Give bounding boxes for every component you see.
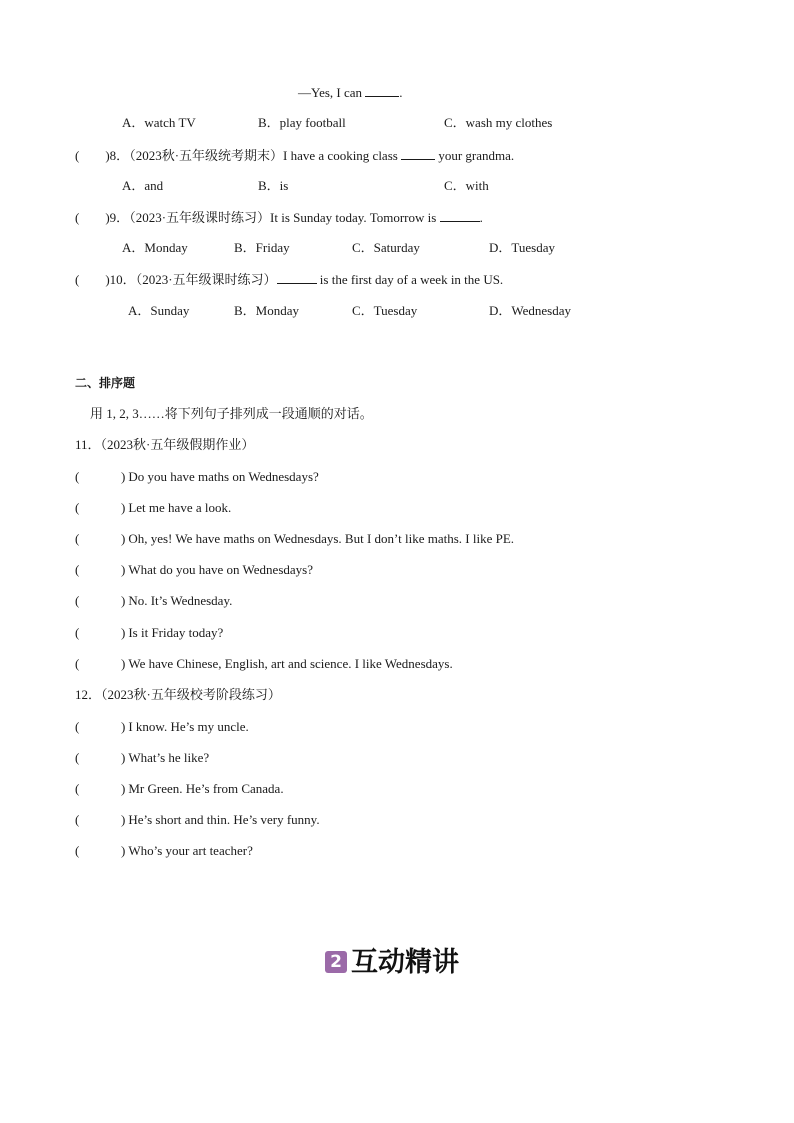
answer-paren-close: ) [121, 593, 126, 609]
option-text: Wednesday [511, 303, 571, 318]
order-item [75, 781, 284, 797]
answer-paren-close: ) [121, 624, 126, 640]
answer-paren[interactable]: ( ) [75, 272, 110, 287]
option-text: play football [279, 115, 346, 130]
answer-paren-open[interactable]: ( [75, 593, 80, 609]
sentence-text: Is it Friday today? [128, 624, 224, 640]
option-text: Tuesday [511, 240, 555, 255]
sentence-text: Let me have a look. [128, 500, 232, 516]
q8-option-b[interactable] [258, 178, 288, 194]
q10-option-a[interactable] [128, 303, 189, 319]
question-number: 10． [109, 272, 136, 287]
question-text: is the first day of a week in the US. [319, 272, 504, 287]
option-text: Friday [255, 240, 290, 255]
option-letter: C． [352, 240, 374, 255]
q11-header: 11．（2023秋·五年级假期作业） [75, 437, 255, 452]
question-text: It is Sunday today. Tomorrow is [270, 210, 437, 225]
option-letter: C． [444, 178, 466, 193]
option-text: Monday [144, 240, 188, 255]
option-letter: A． [122, 115, 145, 130]
section-banner-title: 互动精讲 [351, 947, 459, 978]
question-source: （2023·五年级课时练习） [135, 272, 277, 287]
answer-paren[interactable]: ( ) [75, 210, 110, 225]
answer-paren-open[interactable]: ( [75, 781, 80, 796]
q10-blank [277, 271, 317, 284]
q8-option-a[interactable] [122, 178, 163, 194]
question-text: I have a cooking class [283, 148, 398, 163]
option-letter: B． [234, 303, 256, 318]
sentence-text: Do you have maths on Wednesdays? [128, 469, 319, 484]
option-text: Sunday [150, 303, 190, 318]
q10-stem [75, 271, 503, 288]
order-item [75, 843, 253, 859]
option-text: wash my clothes [465, 115, 553, 130]
order-item [75, 469, 319, 485]
q9-period: . [479, 210, 483, 225]
q7-blank [365, 84, 399, 97]
answer-paren-close: ) [121, 469, 126, 484]
q9-option-a[interactable] [122, 240, 188, 256]
order-item [75, 719, 249, 735]
option-letter: A． [122, 240, 145, 255]
answer-paren-open[interactable]: ( [75, 843, 80, 858]
q7-option-c[interactable] [444, 115, 552, 131]
sentence-text: We have Chinese, English, art and science. I like Wednesdays. [128, 655, 453, 671]
option-text: and [144, 178, 164, 193]
question-number: 9． [109, 210, 130, 225]
q10-option-c[interactable] [352, 303, 417, 319]
order-item [75, 531, 514, 547]
q7-option-b[interactable] [258, 115, 346, 131]
q9-option-c[interactable] [352, 240, 420, 256]
q8-blank [401, 147, 435, 160]
option-letter: D． [489, 240, 512, 255]
sentence-text: No. It’s Wednesday. [128, 593, 233, 609]
section-number-badge: 2 [325, 951, 347, 973]
section-instruction: 用 1, 2, 3……将下列句子排列成一段通顺的对话。 [90, 406, 373, 421]
answer-paren-open[interactable]: ( [75, 719, 80, 734]
option-text: Tuesday [373, 303, 418, 318]
q9-option-d[interactable] [489, 240, 555, 256]
order-item [75, 593, 232, 609]
answer-paren[interactable]: ( ) [75, 148, 110, 163]
answer-paren-close: ) [121, 812, 126, 827]
order-item [75, 500, 231, 516]
answer-paren-close: ) [121, 562, 126, 578]
question-source: （2023秋·五年级统考期末） [129, 148, 284, 163]
q9-option-b[interactable] [234, 240, 290, 256]
q7-option-a[interactable] [122, 115, 196, 131]
option-text: Monday [255, 303, 300, 318]
answer-paren-open[interactable]: ( [75, 469, 80, 484]
order-item [75, 625, 223, 641]
sentence-text: What do you have on Wednesdays? [128, 562, 313, 578]
order-item [75, 656, 453, 672]
answer-paren-open[interactable]: ( [75, 812, 80, 827]
q10-option-b[interactable] [234, 303, 299, 319]
q7-period: . [399, 85, 403, 100]
q8-stem [75, 147, 514, 164]
option-letter: B． [258, 178, 280, 193]
option-letter: A． [122, 178, 145, 193]
q10-option-d[interactable] [489, 303, 571, 319]
answer-paren-close: ) [121, 500, 126, 516]
order-item [75, 562, 313, 578]
answer-paren-open[interactable]: ( [75, 562, 80, 578]
answer-paren-close: ) [121, 531, 126, 547]
sentence-text: Oh, yes! We have maths on Wednesdays. But I don’t like maths. I like PE. [128, 531, 515, 547]
answer-paren-close: ) [121, 750, 126, 765]
q8-option-c[interactable] [444, 178, 489, 194]
option-letter: B． [234, 240, 256, 255]
section-title: 二、排序题 [75, 376, 136, 390]
answer-paren-open[interactable]: ( [75, 750, 80, 765]
answer-paren-close: ) [121, 655, 126, 671]
q7-answer-text: —Yes, I can [298, 85, 363, 100]
question-source: （2023·五年级课时练习） [129, 210, 271, 225]
option-text: Saturday [373, 240, 420, 255]
sentence-text: Who’s your art teacher? [128, 843, 253, 858]
answer-paren-open[interactable]: ( [75, 624, 80, 640]
question-text: your grandma. [438, 148, 515, 163]
answer-paren-open[interactable]: ( [75, 500, 80, 516]
q7-answer-line [298, 84, 403, 101]
answer-paren-close: ) [121, 719, 126, 734]
option-letter: C． [352, 303, 374, 318]
answer-paren-open[interactable]: ( [75, 531, 80, 547]
order-item [75, 812, 320, 828]
option-text: is [279, 178, 289, 193]
q9-stem [75, 209, 483, 226]
sentence-text: What’s he like? [128, 750, 210, 765]
option-text: watch TV [144, 115, 196, 130]
answer-paren-close: ) [121, 781, 126, 796]
sentence-text: I know. He’s my uncle. [128, 719, 249, 734]
option-letter: A． [128, 303, 151, 318]
sentence-text: He’s short and thin. He’s very funny. [128, 812, 320, 827]
option-letter: D． [489, 303, 512, 318]
q12-header: 12．（2023秋·五年级校考阶段练习） [75, 687, 281, 702]
order-item [75, 750, 209, 766]
answer-paren-close: ) [121, 843, 126, 858]
question-number: 8． [109, 148, 130, 163]
option-letter: C． [444, 115, 466, 130]
q9-blank [440, 209, 480, 222]
option-text: with [465, 178, 489, 193]
answer-paren-open[interactable]: ( [75, 655, 80, 671]
option-letter: B． [258, 115, 280, 130]
sentence-text: Mr Green. He’s from Canada. [128, 781, 284, 796]
